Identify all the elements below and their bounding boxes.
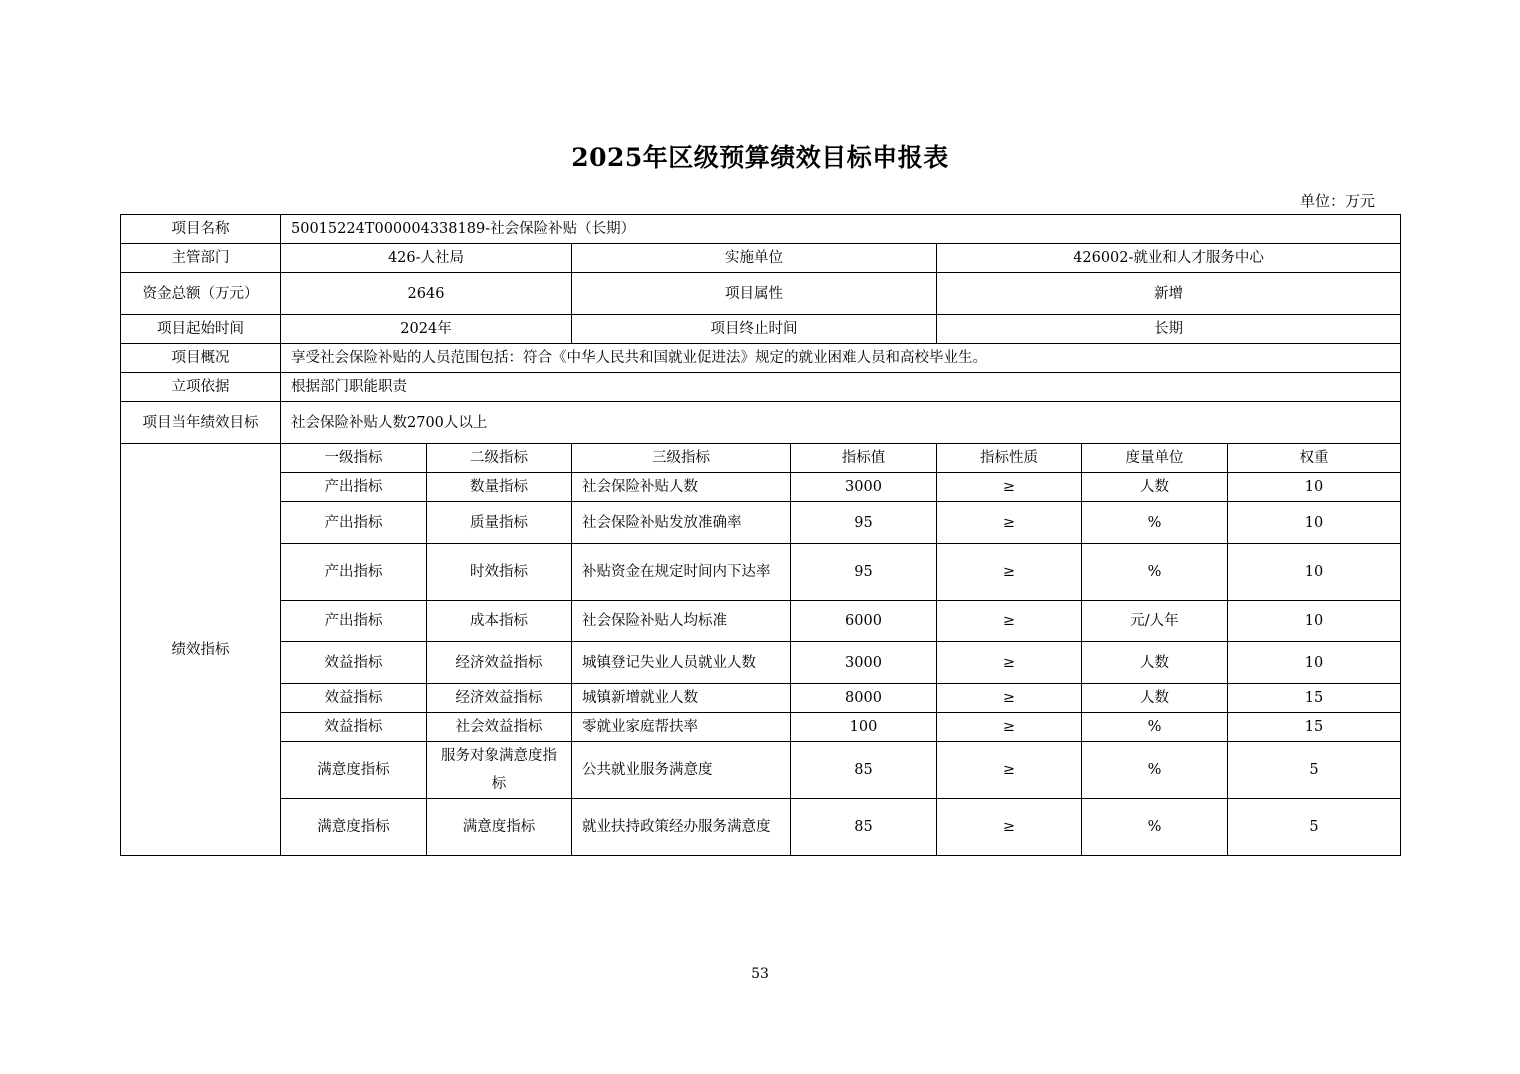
indicator-value: 95	[791, 502, 937, 544]
indicator-unit: %	[1082, 502, 1228, 544]
row-basis	[121, 373, 1401, 402]
indicator-level1: 产出指标	[281, 473, 427, 502]
header-level3: 三级指标	[572, 444, 791, 473]
indicator-weight: 5	[1228, 742, 1401, 799]
indicator-row	[121, 544, 1401, 601]
indicator-row	[121, 742, 1401, 799]
overview-value: 享受社会保险补贴的人员范围包括：符合《中华人民共和国就业促进法》规定的就业困难人员和高校毕业生。	[281, 344, 1401, 373]
indicator-nature: ≥	[937, 799, 1082, 856]
basis-label: 立项依据	[121, 373, 281, 402]
indicator-value: 3000	[791, 473, 937, 502]
indicator-row	[121, 642, 1401, 684]
header-level1: 一级指标	[281, 444, 427, 473]
project-name-label: 项目名称	[121, 215, 281, 244]
indicator-unit: %	[1082, 544, 1228, 601]
indicator-weight: 15	[1228, 684, 1401, 713]
row-goal	[121, 402, 1401, 444]
indicator-nature: ≥	[937, 544, 1082, 601]
indicator-level1: 产出指标	[281, 544, 427, 601]
indicator-level2: 经济效益指标	[427, 684, 572, 713]
page-title: 2025年区级预算绩效目标申报表	[571, 143, 949, 172]
indicator-value: 3000	[791, 642, 937, 684]
header-level2: 二级指标	[427, 444, 572, 473]
indicator-level3: 社会保险补贴人数	[572, 473, 791, 502]
indicator-level3: 补贴资金在规定时间内下达率	[572, 544, 791, 601]
indicator-level1: 效益指标	[281, 642, 427, 684]
indicator-weight: 15	[1228, 713, 1401, 742]
fund-value: 2646	[281, 273, 572, 315]
indicator-level2: 数量指标	[427, 473, 572, 502]
header-nature: 指标性质	[937, 444, 1082, 473]
indicator-value: 6000	[791, 601, 937, 642]
indicator-unit: 人数	[1082, 684, 1228, 713]
indicator-row	[121, 799, 1401, 856]
indicator-level2: 时效指标	[427, 544, 572, 601]
goal-value: 社会保险补贴人数2700人以上	[281, 402, 1401, 444]
indicator-nature: ≥	[937, 742, 1082, 799]
indicator-level3: 城镇新增就业人数	[572, 684, 791, 713]
indicator-weight: 10	[1228, 473, 1401, 502]
basis-value: 根据部门职能职责	[281, 373, 1401, 402]
indicator-level2: 成本指标	[427, 601, 572, 642]
indicator-unit: 人数	[1082, 642, 1228, 684]
dept-label: 主管部门	[121, 244, 281, 273]
attr-value: 新增	[937, 273, 1401, 315]
indicator-unit: %	[1082, 713, 1228, 742]
indicator-weight: 10	[1228, 601, 1401, 642]
indicator-nature: ≥	[937, 713, 1082, 742]
indicator-unit: 元/人年	[1082, 601, 1228, 642]
indicator-row	[121, 684, 1401, 713]
indicator-level1: 产出指标	[281, 601, 427, 642]
row-time	[121, 315, 1401, 344]
indicator-weight: 10	[1228, 544, 1401, 601]
overview-label: 项目概况	[121, 344, 281, 373]
indicator-nature: ≥	[937, 502, 1082, 544]
indicator-level3: 城镇登记失业人员就业人数	[572, 642, 791, 684]
impl-label: 实施单位	[572, 244, 937, 273]
indicator-level3: 零就业家庭帮扶率	[572, 713, 791, 742]
fund-label: 资金总额（万元）	[121, 273, 281, 315]
indicator-row	[121, 473, 1401, 502]
indicator-nature: ≥	[937, 642, 1082, 684]
indicator-level2: 社会效益指标	[427, 713, 572, 742]
unit-label: 单位：万元	[1300, 192, 1376, 210]
start-label: 项目起始时间	[121, 315, 281, 344]
start-value: 2024年	[281, 315, 572, 344]
header-value: 指标值	[791, 444, 937, 473]
indicator-level3: 就业扶持政策经办服务满意度	[572, 799, 791, 856]
row-fund	[121, 273, 1401, 315]
budget-report-table	[120, 214, 1401, 856]
project-name-value: 50015224T000004338189-社会保险补贴（长期）	[281, 215, 1401, 244]
indicator-value: 85	[791, 799, 937, 856]
end-value: 长期	[937, 315, 1401, 344]
goal-label: 项目当年绩效目标	[121, 402, 281, 444]
indicator-level1: 满意度指标	[281, 742, 427, 799]
indicator-level3: 公共就业服务满意度	[572, 742, 791, 799]
indicator-level1: 产出指标	[281, 502, 427, 544]
indicators-label: 绩效指标	[121, 444, 281, 856]
indicator-level3: 社会保险补贴人均标准	[572, 601, 791, 642]
indicator-header-row	[121, 444, 1401, 473]
dept-value: 426-人社局	[281, 244, 572, 273]
indicator-value: 100	[791, 713, 937, 742]
indicator-nature: ≥	[937, 473, 1082, 502]
indicator-nature: ≥	[937, 684, 1082, 713]
indicator-level1: 满意度指标	[281, 799, 427, 856]
indicator-unit: %	[1082, 799, 1228, 856]
indicator-unit: %	[1082, 742, 1228, 799]
header-unit: 度量单位	[1082, 444, 1228, 473]
indicator-row	[121, 601, 1401, 642]
indicator-nature: ≥	[937, 601, 1082, 642]
indicator-value: 95	[791, 544, 937, 601]
attr-label: 项目属性	[572, 273, 937, 315]
end-label: 项目终止时间	[572, 315, 937, 344]
indicator-unit: 人数	[1082, 473, 1228, 502]
indicator-level2: 经济效益指标	[427, 642, 572, 684]
indicator-level2: 质量指标	[427, 502, 572, 544]
indicator-row	[121, 713, 1401, 742]
page-number: 53	[751, 966, 769, 982]
indicator-level1: 效益指标	[281, 684, 427, 713]
row-overview	[121, 344, 1401, 373]
impl-value: 426002-就业和人才服务中心	[937, 244, 1401, 273]
indicator-row	[121, 502, 1401, 544]
indicator-weight: 10	[1228, 502, 1401, 544]
indicator-value: 85	[791, 742, 937, 799]
indicator-level1: 效益指标	[281, 713, 427, 742]
indicator-level2: 服务对象满意度指标	[427, 742, 572, 799]
header-weight: 权重	[1228, 444, 1401, 473]
indicator-level3: 社会保险补贴发放准确率	[572, 502, 791, 544]
row-department	[121, 244, 1401, 273]
row-project-name	[121, 215, 1401, 244]
indicator-value: 8000	[791, 684, 937, 713]
indicator-level2: 满意度指标	[427, 799, 572, 856]
indicator-weight: 10	[1228, 642, 1401, 684]
indicator-weight: 5	[1228, 799, 1401, 856]
